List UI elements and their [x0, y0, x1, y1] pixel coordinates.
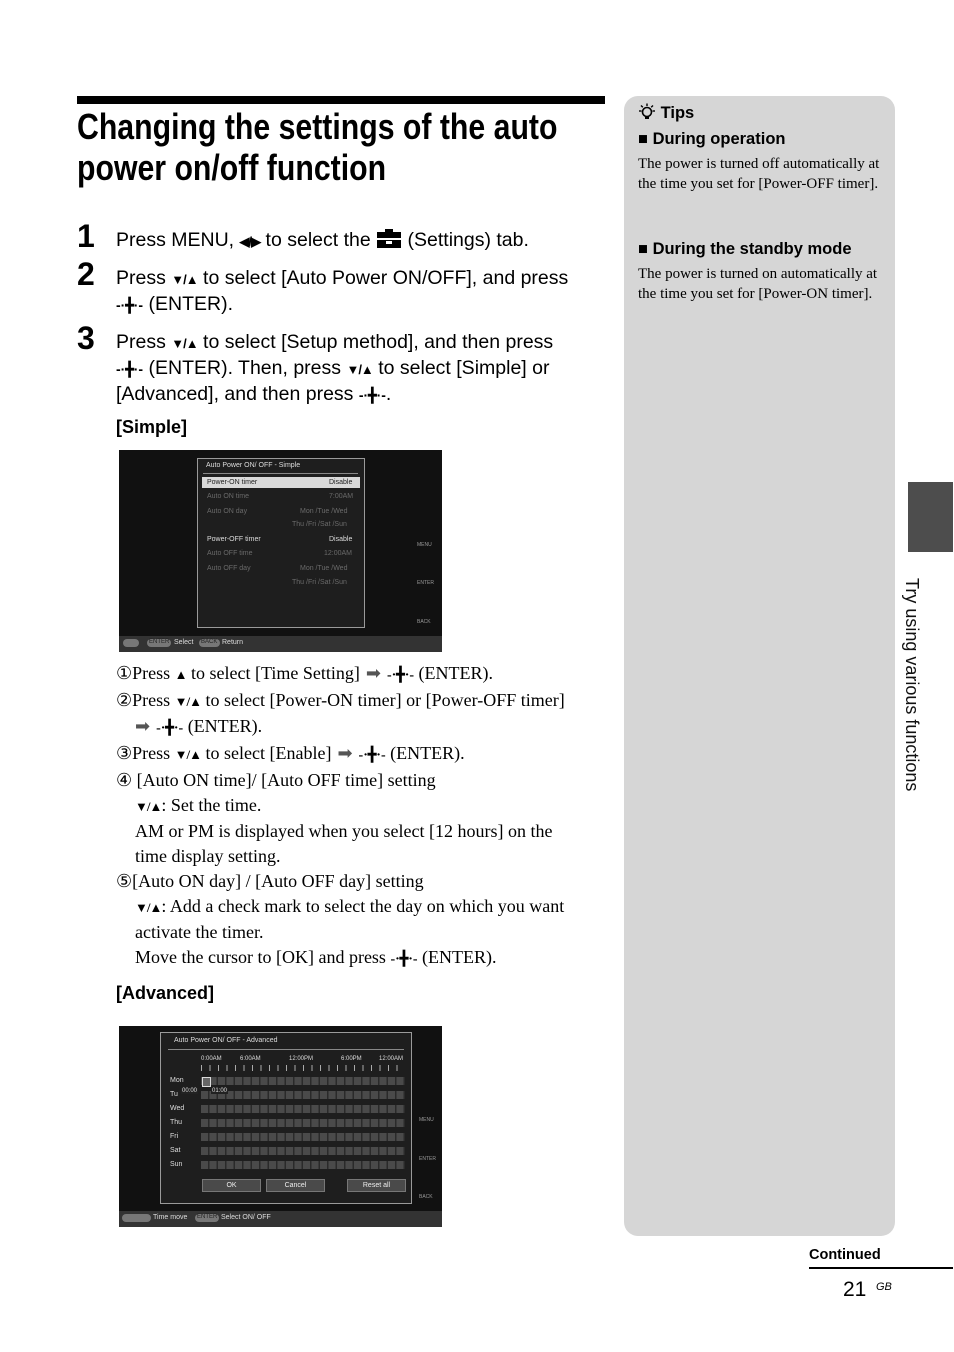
select-on-off-hint: Select ON/ OFF	[221, 1214, 271, 1221]
continued-label: Continued	[809, 1247, 881, 1263]
enter-joystick-icon: -·╋·-	[358, 387, 386, 403]
section-tab-marker	[908, 482, 953, 552]
during-standby-heading	[638, 240, 852, 259]
enter-joystick-icon: -·╋·-	[116, 361, 144, 377]
back-key-label: BACK	[201, 639, 218, 645]
tooltip-end: 01:00	[212, 1088, 228, 1094]
step-2-part: (ENTER).	[143, 293, 233, 315]
divider	[203, 473, 358, 474]
step-2-part: Press	[116, 267, 172, 289]
arrow-keys-icon	[122, 1214, 151, 1222]
step-number-3: 3	[77, 320, 95, 356]
step-3-part: Press	[116, 331, 172, 353]
instr-part: AM or PM is displayed when you select [12 hours] on the	[135, 821, 553, 841]
ok-button[interactable]: OK	[202, 1179, 261, 1192]
instr-part: (ENTER).	[414, 663, 494, 683]
time-label: 6:00PM	[341, 1056, 362, 1062]
instr-part: ④ [Auto ON time]/ [Auto OFF time] setting	[116, 770, 436, 790]
step-3-part: (ENTER). Then, press	[143, 357, 347, 379]
row-value: Thu /Fri /Sat /Sun	[292, 579, 347, 586]
time-move-hint: Time move	[153, 1214, 188, 1221]
side-back-label: BACK	[417, 619, 431, 625]
time-label: 12:00PM	[289, 1056, 314, 1062]
right-arrow-icon: ➡	[337, 743, 353, 764]
enter-joystick-icon: -·╋·-	[116, 297, 144, 313]
during-operation-heading	[638, 130, 785, 149]
tips-heading	[638, 103, 694, 123]
day-grid-row[interactable]	[201, 1091, 405, 1099]
row-label[interactable]: Power-OFF timer	[207, 536, 261, 543]
down-up-arrows-icon: ▼/▲	[346, 362, 373, 377]
lightbulb-icon	[638, 103, 656, 121]
step-2-text	[116, 266, 611, 318]
reset-all-button[interactable]: Reset all	[347, 1179, 406, 1192]
continued-rule	[809, 1267, 953, 1269]
tips-subheading: During the standby mode	[652, 240, 852, 258]
right-arrow-icon: ➡	[365, 663, 381, 684]
instr-part: ③Press	[116, 743, 175, 763]
simple-instructions	[116, 661, 611, 972]
step-3-part: to select [Setup method], and then press	[197, 331, 554, 353]
step-3-part: .	[385, 383, 392, 405]
day-grid-row[interactable]	[201, 1133, 405, 1141]
page-number: 21	[843, 1278, 867, 1301]
time-label: 12:00AM	[379, 1056, 404, 1062]
down-up-arrows-icon: ▼/▲	[171, 272, 198, 287]
enter-joystick-icon: -·╋·-	[386, 668, 415, 683]
day-grid-row[interactable]	[201, 1147, 405, 1155]
enter-joystick-icon: -·╋·-	[358, 748, 386, 763]
tips-subheading: During operation	[652, 130, 786, 148]
instr-part: Move the cursor to [OK] and press	[135, 947, 391, 967]
instr-part: (ENTER).	[385, 743, 465, 763]
row-value: Thu /Fri /Sat /Sun	[292, 521, 347, 528]
simple-screen-title: Auto Power ON/ OFF - Simple	[206, 462, 301, 469]
day-grid-row[interactable]	[201, 1161, 405, 1169]
down-up-arrows-icon: ▼/▲	[174, 694, 201, 709]
down-up-arrows-icon: ▼/▲	[135, 900, 162, 915]
day-label: Thu	[170, 1119, 183, 1126]
instr-part: time display setting.	[135, 846, 281, 866]
step-number-1: 1	[77, 218, 95, 254]
divider	[168, 1049, 404, 1050]
left-right-arrows-icon: ◀/▶	[239, 234, 261, 249]
advanced-heading: [Advanced]	[116, 983, 215, 1003]
side-back-label: BACK	[419, 1194, 433, 1200]
day-label: Fri	[170, 1133, 179, 1140]
day-grid-row[interactable]	[201, 1105, 405, 1113]
step-3-text	[116, 330, 611, 408]
day-label: Sun	[170, 1161, 183, 1168]
enter-key-label: ENTER	[149, 639, 170, 645]
step-1-text	[116, 228, 611, 254]
step-1-part: to select the	[260, 229, 377, 251]
step-3-part: to select [Simple] or	[372, 357, 550, 379]
step-number-2: 2	[77, 256, 95, 292]
day-grid-row[interactable]	[201, 1119, 405, 1127]
step-3-part: [Advanced], and then press	[116, 383, 359, 405]
step-1-part: (Settings) tab.	[402, 229, 529, 251]
during-operation-text: The power is turned off automatically at the time you set for [Power-OFF timer].	[638, 156, 880, 192]
square-bullet-icon: ■	[638, 240, 648, 258]
title-rule	[77, 96, 605, 104]
instr-part: activate the timer.	[135, 922, 264, 942]
return-hint: Return	[222, 639, 244, 646]
side-menu-label: MENU	[419, 1117, 434, 1123]
side-menu-label: MENU	[417, 542, 432, 548]
instr-part: (ENTER).	[183, 716, 263, 736]
instr-part: ①Press	[116, 663, 175, 683]
row-label: Auto ON day	[207, 508, 248, 515]
down-up-arrows-icon: ▼/▲	[135, 799, 162, 814]
time-ruler	[201, 1065, 405, 1071]
instr-part: (ENTER).	[417, 947, 497, 967]
right-arrow-icon: ➡	[135, 716, 151, 737]
row-label[interactable]: Power-ON timer	[207, 479, 258, 486]
instr-part: to select [Time Setting]	[186, 663, 360, 683]
simple-screenshot	[119, 450, 442, 652]
advanced-screen-title: Auto Power ON/ OFF - Advanced	[174, 1037, 278, 1044]
instr-part: ②Press	[116, 690, 175, 710]
up-arrow-icon: ▲	[174, 667, 187, 682]
row-label: Auto ON time	[207, 493, 250, 500]
advanced-screenshot	[119, 1026, 442, 1227]
enter-joystick-icon: -·╋·-	[390, 952, 418, 967]
row-label: Auto OFF time	[207, 550, 253, 557]
row-value: 7:00AM	[329, 493, 354, 500]
simple-heading: [Simple]	[116, 417, 188, 437]
during-standby-text: The power is turned on automatically at the time you set for [Power-ON timer].	[638, 266, 878, 302]
tooltip-start: 00:00	[182, 1088, 198, 1094]
day-label: Tu	[170, 1091, 178, 1098]
row-label: Auto OFF day	[207, 565, 251, 572]
step-2-part: to select [Auto Power ON/OFF], and press	[197, 267, 569, 289]
enter-joystick-icon: -·╋·-	[156, 721, 184, 736]
side-enter-label: ENTER	[417, 580, 434, 586]
row-value: 12:00AM	[324, 550, 353, 557]
step-1-part: Press MENU,	[116, 229, 240, 251]
side-enter-label: ENTER	[419, 1156, 436, 1162]
row-value: Disable	[329, 536, 353, 543]
select-hint: Select	[174, 639, 194, 646]
day-label: Sat	[170, 1147, 181, 1154]
down-up-arrows-icon: ▼/▲	[171, 336, 198, 351]
row-value: Mon /Tue /Wed	[300, 565, 348, 572]
row-value: Mon /Tue /Wed	[300, 508, 348, 515]
day-grid-row[interactable]	[201, 1077, 405, 1085]
cancel-button[interactable]: Cancel	[266, 1179, 325, 1192]
tips-heading-text: Tips	[660, 104, 695, 122]
time-label: 0:00AM	[201, 1056, 222, 1062]
page-suffix: GB	[876, 1281, 892, 1293]
time-label: 6:00AM	[240, 1056, 261, 1062]
grid-cursor[interactable]	[202, 1077, 211, 1087]
day-label: Mon	[170, 1077, 184, 1084]
enter-key-label: ENTER	[197, 1214, 218, 1220]
instr-part: : Add a check mark to select the day on which you want	[161, 896, 565, 916]
instr-part: to select [Power-ON timer] or [Power-OFF timer]	[201, 690, 565, 710]
instr-part: to select [Enable]	[201, 743, 332, 763]
square-bullet-icon: ■	[638, 130, 648, 148]
instr-part: ⑤[Auto ON day] / [Auto OFF day] setting	[116, 871, 424, 891]
instr-part: : Set the time.	[161, 795, 262, 815]
row-value: Disable	[329, 479, 353, 486]
down-up-arrows-icon: ▼/▲	[174, 747, 201, 762]
section-side-label: Try using various functions	[902, 578, 922, 792]
settings-tab-icon	[376, 229, 402, 249]
page-title-text: Changing the settings of the auto power on/off function	[77, 106, 558, 188]
page-title	[77, 106, 558, 188]
arrow-keys-icon	[123, 639, 139, 647]
day-label: Wed	[170, 1105, 185, 1112]
